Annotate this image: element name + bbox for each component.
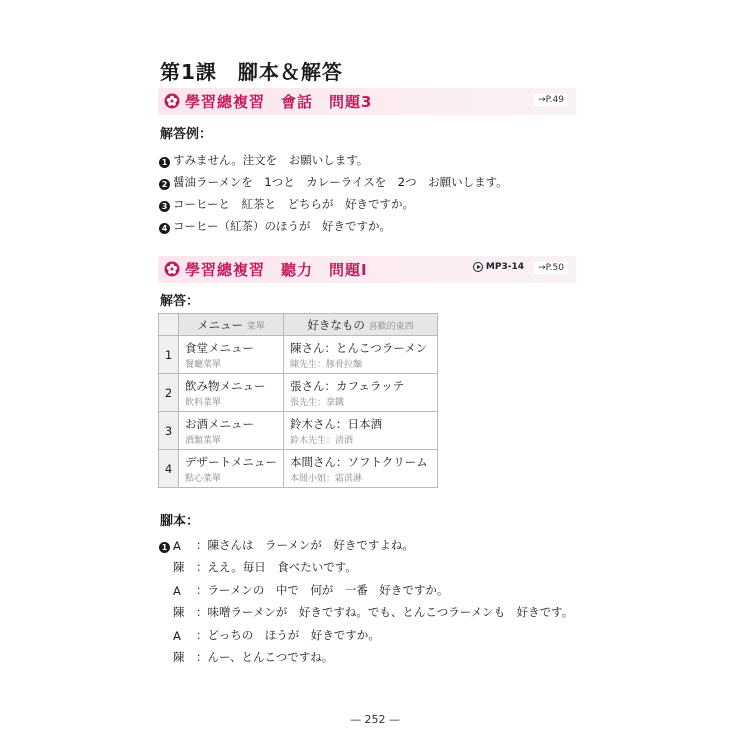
menu-cn: 點心菜單 xyxy=(185,473,222,484)
number-badge: 4 xyxy=(159,223,170,234)
menu-cn: 飲料菜單 xyxy=(185,397,222,408)
speaker: A xyxy=(173,628,181,643)
list-item xyxy=(159,190,508,212)
page-title: 第1課 腳本＆解答 xyxy=(160,60,343,84)
favorite-jp: 張さん：カフェラッテ xyxy=(290,378,405,393)
number-badge: 1 xyxy=(159,542,170,553)
dialogue-line xyxy=(159,620,573,643)
favorite-cn: 陳先生：豚骨拉麵 xyxy=(290,359,363,370)
answer-text: すみません。注文を お願いします。 xyxy=(173,153,369,167)
favorite-cn: 本間小姐：霜淇淋 xyxy=(290,473,363,484)
table-header-menu xyxy=(179,314,284,336)
section-heading: 學習總複習 會話 問題3 xyxy=(185,93,373,111)
answer-example-label: 解答例： xyxy=(160,127,213,142)
menu-cell xyxy=(179,450,284,488)
speaker: 陳 xyxy=(173,605,185,619)
list-item xyxy=(159,168,508,190)
dialogue-line xyxy=(159,598,573,621)
dialogue-text: ：ラーメンの 中で 何が 一番 好きですか。 xyxy=(196,582,449,597)
row-number: 2 xyxy=(159,374,179,412)
flower-emblem-icon xyxy=(164,93,180,109)
header-jp: 好きなもの xyxy=(307,317,365,332)
row-number: 3 xyxy=(159,412,179,450)
row-number: 4 xyxy=(159,450,179,488)
dialogue-text: ：ええ。毎日 食べたいです。 xyxy=(196,560,357,574)
speaker: A xyxy=(173,583,181,598)
play-icon xyxy=(473,262,483,272)
page-reference: →P.50 xyxy=(534,262,568,274)
favorite-jp: 鈴木さん：日本酒 xyxy=(290,416,382,431)
list-item xyxy=(159,212,508,234)
section-header-listening xyxy=(158,256,576,283)
dialogue-text: ：味噌ラーメンが 好きですね。でも、とんこつラーメンも 好きです。 xyxy=(196,605,574,619)
menu-cn: 酒類菜單 xyxy=(185,435,222,446)
header-jp: メニュー xyxy=(197,317,244,332)
table-row xyxy=(159,450,438,488)
flower-emblem-icon xyxy=(164,261,180,277)
favorite-cell xyxy=(284,450,438,488)
speaker: 陳 xyxy=(173,650,185,664)
number-badge: 2 xyxy=(159,179,170,190)
menu-jp: デザートメニュー xyxy=(185,454,277,469)
table-header-index xyxy=(159,314,179,336)
table-row xyxy=(159,412,438,450)
menu-jp: 飲み物メニュー xyxy=(185,378,266,393)
menu-cell xyxy=(179,374,284,412)
table-row xyxy=(159,336,438,374)
dialogue-line xyxy=(159,575,573,598)
menu-cell xyxy=(179,412,284,450)
menu-cell xyxy=(179,336,284,374)
section-header-conversation xyxy=(158,88,576,115)
number-badge: 1 xyxy=(159,157,170,168)
dialogue-text: ：陳さんは ラーメンが 好きですよね。 xyxy=(196,537,414,552)
dialogue-line xyxy=(159,643,573,666)
answer-text: コーヒーと 紅茶と どちらが 好きですか。 xyxy=(173,197,415,211)
answer-text: 醤油ラーメンを 1つと カレーライスを 2つ お願いします。 xyxy=(173,175,508,189)
page-number: — 252 — xyxy=(350,713,400,726)
dialogue-line xyxy=(159,530,573,553)
menu-cn: 餐廳菜單 xyxy=(185,359,222,370)
dialogue-text: ：どっちの ほうが 好きですか。 xyxy=(196,627,380,642)
row-number: 1 xyxy=(159,336,179,374)
script-dialogue xyxy=(159,530,573,665)
section-heading: 學習總複習 聽力 問題Ⅰ xyxy=(185,261,368,279)
table-row xyxy=(159,374,438,412)
menu-jp: 食堂メニュー xyxy=(185,340,254,355)
favorite-cell xyxy=(284,374,438,412)
answer-label: 解答： xyxy=(160,294,200,309)
header-cn: 喜歡的東西 xyxy=(368,321,414,332)
page-reference: →P.49 xyxy=(534,94,568,106)
answer-table xyxy=(158,313,438,488)
speaker: 陳 xyxy=(173,560,185,574)
header-cn: 菜單 xyxy=(246,321,265,332)
favorite-cell xyxy=(284,336,438,374)
dialogue-text: ：んー、とんこつですね。 xyxy=(196,650,334,664)
favorite-cell xyxy=(284,412,438,450)
audio-track-label xyxy=(473,262,524,272)
favorite-cn: 鈴木先生：清酒 xyxy=(290,435,354,446)
answer-example-list xyxy=(159,146,508,234)
dialogue-line xyxy=(159,553,573,576)
audio-track-id: MP3-14 xyxy=(485,262,524,272)
table-header-row xyxy=(159,314,438,336)
favorite-jp: 本間さん：ソフトクリーム xyxy=(290,454,428,469)
answer-text: コーヒー（紅茶）のほうが 好きですか。 xyxy=(173,219,392,233)
favorite-jp: 陳さん：とんこつラーメン xyxy=(290,340,428,355)
number-badge: 3 xyxy=(159,201,170,212)
list-item xyxy=(159,146,508,168)
speaker: A xyxy=(173,538,181,553)
script-label: 腳本： xyxy=(160,514,200,529)
table-header-favorite xyxy=(284,314,438,336)
menu-jp: お酒メニュー xyxy=(185,416,254,431)
favorite-cn: 張先生：拿鐵 xyxy=(290,397,345,408)
